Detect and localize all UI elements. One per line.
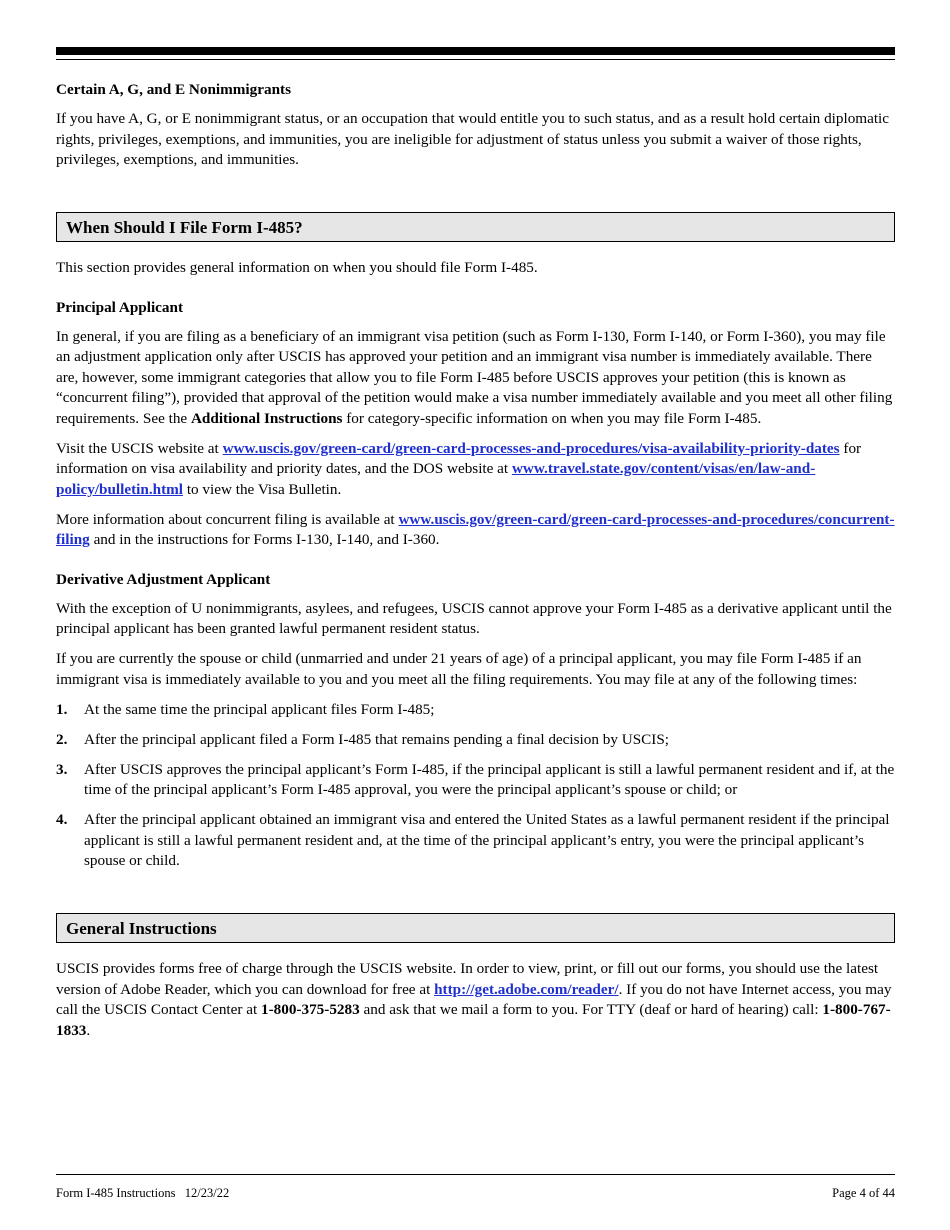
nonimmigrants-paragraph: If you have A, G, or E nonimmigrant status, or an occupation that would entitle you to such status, and as a result hold certain diplomatic rights, privileges, exemptions, and immunities, you are ineligible for adjustment of status unless you submit a waiver of those rights, privileges, exemptions, and immunities. — [56, 110, 890, 168]
principal-applicant-heading: Principal Applicant — [56, 298, 184, 316]
concurrent-filing-link[interactable]: www.uscis.gov/green-card/green-card-processes-and-procedures/concurrent-filing — [56, 510, 895, 548]
text-run: More information about concurrent filing is available at — [56, 510, 399, 528]
concurrent-filing-paragraph — [56, 510, 895, 551]
section-gap — [56, 881, 895, 913]
section-header-when-to-file: When Should I File Form I-485? — [56, 212, 895, 242]
footer-rule — [56, 1174, 895, 1175]
derivative-paragraph-1: With the exception of U nonimmigrants, asylees, and refugees, USCIS cannot approve your Form I-485 as a derivative applicant until the principal applicant has been granted lawful permanent resident status. — [56, 599, 892, 637]
text-run: . — [86, 1021, 91, 1039]
text-run: and in the instructions for Forms I-130, I-140, and I-360. — [89, 531, 440, 548]
list-number: 1. — [56, 700, 68, 718]
when-intro-paragraph: This section provides general information on when you should file Form I-485. — [56, 259, 538, 276]
list-item — [56, 730, 895, 751]
adobe-reader-link[interactable]: http://get.adobe.com/reader/ — [434, 980, 619, 998]
nonimmigrants-heading: Certain A, G, and E Nonimmigrants — [56, 81, 291, 98]
list-text: After USCIS approves the principal applicant’s Form I-485, if the principal applicant is still a lawful permanent resident and if, at the time of the principal applicant’s Form I-485 approval, you were the principal applicant’s spouse or child; or — [84, 760, 895, 798]
tty-phone: 1-800-767-1833 — [56, 1001, 891, 1039]
general-instructions-paragraph — [56, 959, 895, 1041]
list-item — [56, 700, 895, 721]
derivative-applicant-heading: Derivative Adjustment Applicant — [56, 570, 271, 588]
text-run: and ask that we mail a form to you. For TTY (deaf or hard of hearing) call: — [359, 1001, 823, 1018]
filing-times-list — [56, 700, 895, 872]
top-rule-thin — [56, 59, 895, 60]
contact-center-phone: 1-800-375-5283 — [261, 1001, 360, 1018]
text-run: for category-specific information on when you may file Form I-485. — [342, 409, 762, 427]
text-run: USCIS provides forms free of charge through the USCIS website. In order to view, print, or fill out our forms, you should use the latest version of Adobe Reader, which you can download for free at — [56, 960, 879, 998]
top-rule-thick — [56, 47, 895, 55]
section-gap — [56, 180, 895, 212]
list-text: After the principal applicant filed a Form I-485 that remains pending a final decision by USCIS; — [84, 730, 669, 748]
footer-form-name: Form I-485 Instructions 12/23/22 — [56, 1186, 230, 1200]
visa-availability-link[interactable]: www.uscis.gov/green-card/green-card-processes-and-procedures/visa-availability-priority-dates — [222, 439, 840, 457]
principal-applicant-paragraph — [56, 327, 895, 430]
visa-bulletin-link[interactable]: www.travel.state.gov/content/visas/en/law-and-policy/bulletin.html — [56, 460, 816, 498]
list-item — [56, 760, 895, 801]
text-run: . If you do not have Internet access, you may call the USCIS Contact Center at — [56, 980, 892, 1018]
derivative-paragraph-2: If you are currently the spouse or child (unmarried and under 21 years of age) of a principal applicant, you may file Form I-485 if an immigrant visa is immediately available to you and you meet all the filing requirements. You may file at any of the following times: — [56, 650, 862, 688]
footer-page-number: Page 4 of 44 — [832, 1186, 895, 1200]
list-text: At the same time the principal applicant files Form I-485; — [84, 700, 435, 718]
text-run: for information on visa availability and priority dates, and the DOS website at — [56, 439, 862, 477]
text-run: to view the Visa Bulletin. — [183, 480, 342, 498]
list-number: 2. — [56, 730, 68, 748]
visit-paragraph — [56, 439, 895, 501]
page-content — [56, 80, 895, 1051]
section-header-general-instructions: General Instructions — [56, 913, 895, 943]
list-text: After the principal applicant obtained an immigrant visa and entered the United States as a lawful permanent resident if the principal applicant is still a lawful permanent resident and, at the time of the principal applicant’s entry, you were the principal applicant’s spouse or child. — [84, 811, 890, 869]
text-run: In general, if you are filing as a beneficiary of an immigrant visa petition (such as Form I-130, Form I-140, or Form I-360), you may file an adjustment application only after USCIS has approved your petition and an immigrant visa number is immediately available. There are, however, some immigrant categories that allow you to file Form I-485 before USCIS approves your petition (this is known as “concurrent filing”), provided that approval of the petition would make a visa number immediately available and you meet all other filing requirements. See the — [56, 327, 893, 427]
list-number: 4. — [56, 811, 68, 828]
list-number: 3. — [56, 760, 68, 778]
list-item — [56, 810, 895, 872]
text-run: Visit the USCIS website at — [56, 439, 223, 457]
bold-text: Additional Instructions — [190, 409, 343, 427]
